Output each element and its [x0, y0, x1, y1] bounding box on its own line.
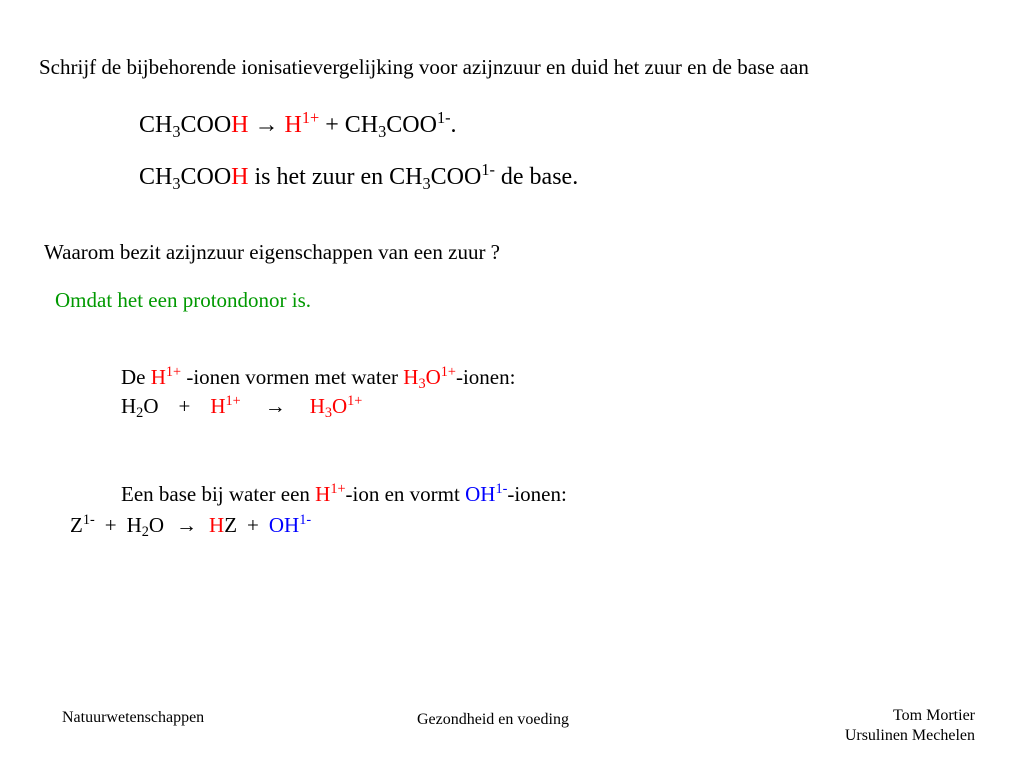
base-sentence: Een base bij water een $H^{1+}$-ion en vormt $OH^{1-}$-ionen: — [121, 481, 567, 506]
instruction-text: Schrijf de bijbehorende ionisatievergelijking voor azijnzuur en duid het zuur en de base aan — [39, 55, 809, 79]
footer-author-name: Tom Mortier — [893, 707, 975, 724]
acidic-hydrogen: H — [231, 112, 249, 138]
base-equation: $Z^{1-} + H_2O$ → HZ + $OH^{1-}$ — [70, 512, 312, 541]
reaction-arrow: → — [264, 394, 286, 418]
question-text: Waarom bezit azijnzuur eigenschappen van een zuur ? — [44, 240, 501, 264]
footer-author — [845, 707, 975, 744]
reaction-arrow: → — [176, 513, 198, 537]
footer-topic: Gezondheid en voeding — [417, 711, 569, 728]
acid-base-identification: $CH_3COOH$ is het zuur en $CH_3COO^{1-}$ de base. — [139, 160, 579, 193]
answer-text: Omdat het een protondonor is. — [55, 288, 312, 312]
ionization-equation: $CH_3COOH \to H^{1+} + CH_3COO^{1-}$. — [139, 108, 457, 141]
footer-school: Ursulinen Mechelen — [844, 726, 975, 744]
reaction-arrow: → — [254, 112, 279, 138]
water-sentence: De $H^{1+}$ -ionen vormen met water $H_3O^{1+}$-ionen: — [121, 364, 516, 393]
proton: $H^{1+}$ — [284, 108, 320, 138]
footer-subject: Natuurwetenschappen — [62, 709, 205, 726]
water-equation: $H_2O + H^{1+} \to H_3O^{1+}$ — [121, 393, 363, 422]
